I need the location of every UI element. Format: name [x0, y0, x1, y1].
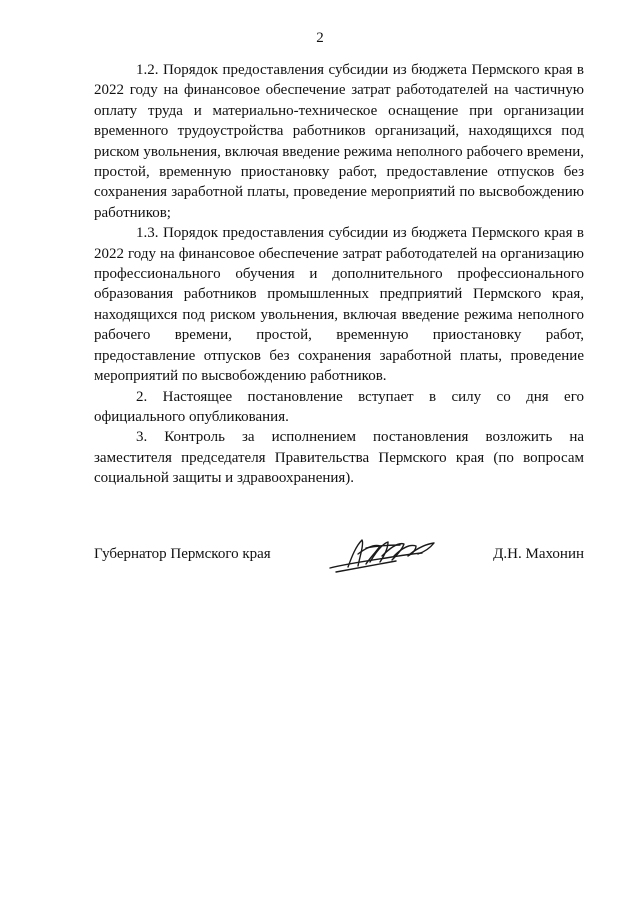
signature-block: [94, 540, 584, 580]
paragraph-3: 3. Контроль за исполнением постановления возложить на заместителя председателя Правительства Пермского края (по вопросам социальной защиты и здравоохранения).: [94, 429, 584, 487]
signatory-title: Губернатор Пермского края: [94, 546, 271, 562]
handwritten-signature-icon: [326, 534, 441, 576]
paragraph-1-2: 1.2. Порядок предоставления субсидии из бюджета Пермского края в 2022 году на финансовое обеспечение затрат работодателей на частичную оплату труда и материально-техническое оснащение при организации временного трудоустройства работников организаций, находящихся под риском увольнения, включая введение режима неполного рабочего времени, простой, временную приостановку работ, предоставление отпусков без сохранения заработной платы, проведение мероприятий по высвобождению работников;: [94, 62, 584, 221]
paragraph-1-3: 1.3. Порядок предоставления субсидии из бюджета Пермского края в 2022 году на финансовое обеспечение затрат работодателей на организацию профессионального обучения и дополнительного профессионального образования работников промышленных предприятий Пермского края, находящихся под риском увольнения, включая введение режима неполного рабочего времени, простой, временную приостановку работ, предоставление отпусков без сохранения заработной платы, проведение мероприятий по высвобождению работников.: [94, 225, 584, 385]
signatory-name: Д.Н. Махонин: [493, 546, 584, 562]
paragraph-2: 2. Настоящее постановление вступает в силу со дня его официального опубликования.: [94, 388, 584, 425]
document-body: [94, 60, 584, 489]
page-number: 2: [316, 30, 324, 46]
